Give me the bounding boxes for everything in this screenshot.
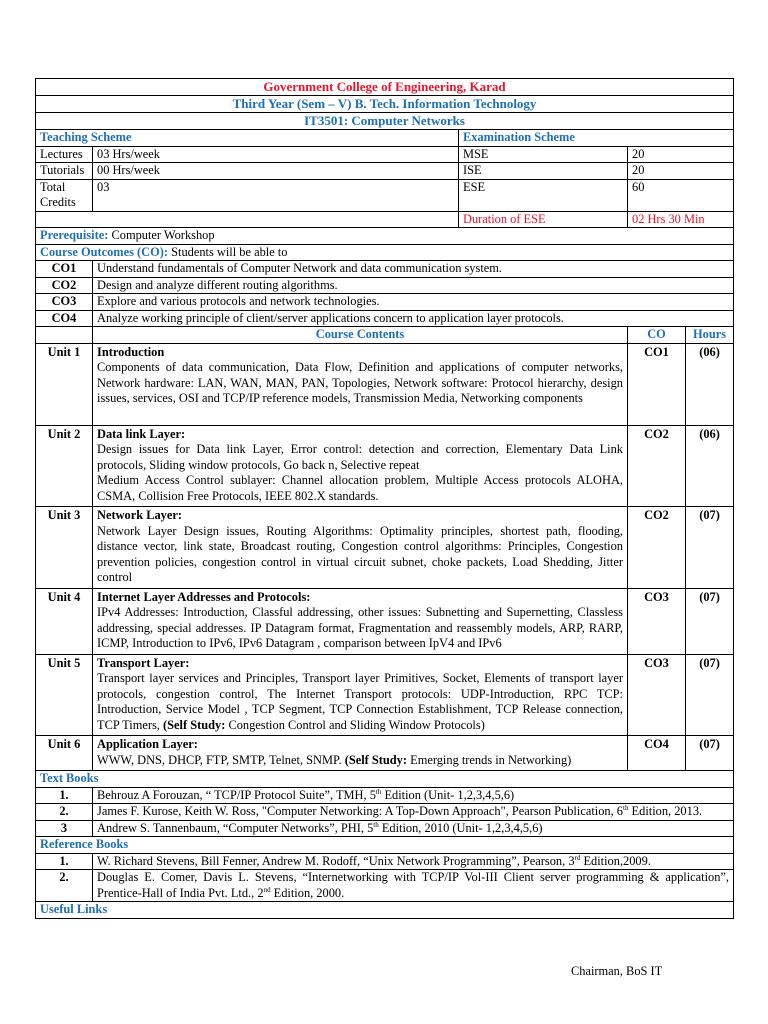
teaching-label: Total Credits — [36, 179, 93, 211]
book-sup: th — [373, 820, 379, 829]
unit-description — [97, 671, 623, 733]
co-code: CO1 — [36, 261, 93, 278]
book-entry — [93, 804, 734, 821]
unit-content — [93, 343, 628, 425]
exam-value: 20 — [628, 146, 734, 163]
unit-number: Unit 6 — [36, 736, 93, 771]
unit-content — [93, 425, 628, 507]
reference-text: Edition,2009. — [580, 853, 651, 868]
self-study-label: (Self Study: — [344, 752, 408, 767]
co-code: CO3 — [36, 294, 93, 311]
references-heading: Reference Books — [36, 837, 734, 854]
unit-hours: (07) — [686, 507, 734, 589]
hours-column-heading: Hours — [686, 327, 734, 344]
unit-co: CO3 — [628, 654, 686, 736]
chairman-signature: Chairman, BoS IT — [571, 964, 663, 978]
unit-co: CO3 — [628, 588, 686, 654]
co-code: CO4 — [36, 310, 93, 327]
reference-sup: rd — [574, 853, 581, 862]
unit-description: Design issues for Data link Layer, Error control: detection and correction, Elementary Data Link protocols, Sliding window protocols, Go back n, Selective repeat — [97, 442, 623, 472]
unit-number: Unit 1 — [36, 343, 93, 425]
unit-number: Unit 5 — [36, 654, 93, 736]
unit-description: Network Layer Design issues, Routing Algorithms: Optimality principles, shortest path, flooding, distance vector, link state, Broadcast routing, Congestion control algorithms: Principles, Congestion prevention policies, congestion control in virtual circuit subnet, choke packets, Load Shedding, Jitter control — [97, 523, 623, 584]
teaching-label: Lectures — [36, 146, 93, 163]
co-text: Design and analyze different routing algorithms. — [93, 277, 734, 294]
textbooks-heading: Text Books — [36, 771, 734, 788]
prerequisite — [36, 228, 734, 245]
unit-title: Internet Layer Addresses and Protocols: — [97, 589, 311, 604]
outcomes-label: Course Outcomes (CO): — [40, 244, 169, 259]
reference-text: Douglas E. Comer, Davis L. Stevens, “Internetworking with TCP/IP Vol-III Client server programming & application”, Prentice-Hall of India Pvt. Ltd., 2 — [97, 870, 730, 900]
syllabus-document — [35, 78, 733, 919]
teaching-value: 00 Hrs/week — [93, 163, 459, 180]
unit-text: Transport layer services and Principles, Transport layer Primitives, Socket, Elements of transport layer protocols, congestion control, The Internet Transport protocols: UDP-Introduction, RPC TCP: Introduction, Service Model , TCP Segment, TCP Connection Establishment, TCP Release connection, TCP Timers, — [97, 671, 623, 732]
course-contents-heading: Course Contents — [93, 327, 628, 344]
unit-text: WWW, DNS, DHCP, FTP, SMTP, Telnet, SNMP. — [97, 752, 342, 767]
reference-number: 1. — [36, 853, 93, 870]
teaching-scheme-heading: Teaching Scheme — [36, 130, 459, 147]
co-text: Analyze working principle of client/server applications concern to application layer protocols. — [93, 310, 734, 327]
exam-scheme-heading: Examination Scheme — [459, 130, 734, 147]
college-name: Government College of Engineering, Karad — [36, 79, 734, 96]
unit-co: CO1 — [628, 343, 686, 425]
book-text: Andrew S. Tannenbaum, “Computer Networks”, PHI, 5 — [97, 820, 374, 835]
reference-entry — [93, 870, 734, 902]
book-entry — [93, 820, 734, 837]
teaching-value: 03 Hrs/week — [93, 146, 459, 163]
unit-content — [93, 654, 628, 736]
outcomes-intro-text: Students will be able to — [171, 244, 288, 259]
book-number: 1. — [36, 787, 93, 804]
unit-description: Components of data communication, Data Flow, Definition and applications of computer networks, Network hardware: LAN, WAN, MAN, PAN, Topologies, Network software: Protocol hierarchy, design issues, services, OSI and TCP/IP reference models, Transmission Media, Networking components — [97, 360, 623, 405]
teaching-label: Tutorials — [36, 163, 93, 180]
unit-description: IPv4 Addresses: Introduction, Classful addressing, other issues: Subnetting and Supernetting, Classless addressing, special addresses. IP Datagram format, Fragmentation and reassembly models, ARP, RARP, ICMP, Introduction to IPv6, IPv6 Datagram , comparison between IpV4 and IPv6 — [97, 605, 623, 650]
reference-text: W. Richard Stevens, Bill Fenner, Andrew M. Rodoff, “Unix Network Programming”, Pearson, 3 — [97, 853, 575, 868]
unit-title: Introduction — [97, 344, 165, 359]
unit-number: Unit 3 — [36, 507, 93, 589]
exam-label: ESE — [459, 179, 628, 211]
co-text: Explore and various protocols and network technologies. — [93, 294, 734, 311]
unit-title: Transport Layer: — [97, 655, 190, 670]
book-entry — [93, 787, 734, 804]
co-text: Understand fundamentals of Computer Network and data communication system. — [93, 261, 734, 278]
syllabus-table — [35, 78, 734, 919]
prerequisite-label: Prerequisite: — [40, 228, 109, 242]
course-title: IT3501: Computer Networks — [36, 113, 734, 130]
unit-content — [93, 588, 628, 654]
outcomes-intro — [36, 244, 734, 261]
unit-hours: (07) — [686, 736, 734, 771]
unit-hours: (06) — [686, 425, 734, 507]
exam-value: 60 — [628, 179, 734, 211]
unit-title: Application Layer: — [97, 737, 198, 751]
unit-number: Unit 4 — [36, 588, 93, 654]
unit-hours: (07) — [686, 654, 734, 736]
self-study-text: Congestion Control and Sliding Window Protocols) — [228, 717, 485, 732]
reference-sup: nd — [263, 885, 271, 894]
self-study-text: Emerging trends in Networking) — [410, 752, 572, 767]
unit-number: Unit 2 — [36, 425, 93, 507]
book-number: 2. — [36, 804, 93, 821]
exam-duration-value: 02 Hrs 30 Min — [628, 211, 734, 228]
program-title: Third Year (Sem – V) B. Tech. Information Technology — [36, 96, 734, 113]
exam-duration-label: Duration of ESE — [459, 211, 628, 228]
unit-co: CO4 — [628, 736, 686, 771]
exam-value: 20 — [628, 163, 734, 180]
self-study-label: (Self Study: — [163, 717, 226, 732]
book-number: 3 — [36, 820, 93, 837]
book-text: Edition, 2010 (Unit- 1,2,3,4,5,6) — [378, 820, 543, 835]
prerequisite-value: Computer Workshop — [111, 228, 215, 242]
book-sup: th — [375, 787, 382, 796]
unit-hours: (06) — [686, 343, 734, 425]
unit-title: Data link Layer: — [97, 426, 186, 441]
book-text: Edition (Unit- 1,2,3,4,5,6) — [381, 787, 515, 802]
book-text: Edition, 2013. — [628, 804, 703, 818]
book-text: James F. Kurose, Keith W. Ross, "Computer Networking: A Top-Down Approach", Pearson Publication, 6 — [97, 804, 623, 818]
reference-number: 2. — [36, 870, 93, 902]
unit-content — [93, 507, 628, 589]
unit-title: Network Layer: — [97, 508, 182, 522]
exam-label: MSE — [459, 146, 628, 163]
unit-co: CO2 — [628, 425, 686, 507]
book-sup: th — [623, 803, 629, 812]
useful-links-heading: Useful Links — [36, 902, 734, 919]
unit-description: Medium Access Control sublayer: Channel allocation problem, Multiple Access protocols ALOHA, CSMA, Collision Free Protocols, IEEE 802.X standards. — [97, 473, 623, 503]
teaching-value: 03 — [93, 179, 459, 211]
unit-co: CO2 — [628, 507, 686, 589]
co-code: CO2 — [36, 277, 93, 294]
reference-text: Edition, 2000. — [270, 885, 345, 900]
reference-entry — [93, 853, 734, 870]
co-column-heading: CO — [628, 327, 686, 344]
unit-description — [97, 753, 623, 769]
book-text: Behrouz A Forouzan, “ TCP/IP Protocol Suite”, TMH, 5 — [97, 787, 376, 802]
unit-content — [93, 736, 628, 771]
exam-label: ISE — [459, 163, 628, 180]
unit-hours: (07) — [686, 588, 734, 654]
